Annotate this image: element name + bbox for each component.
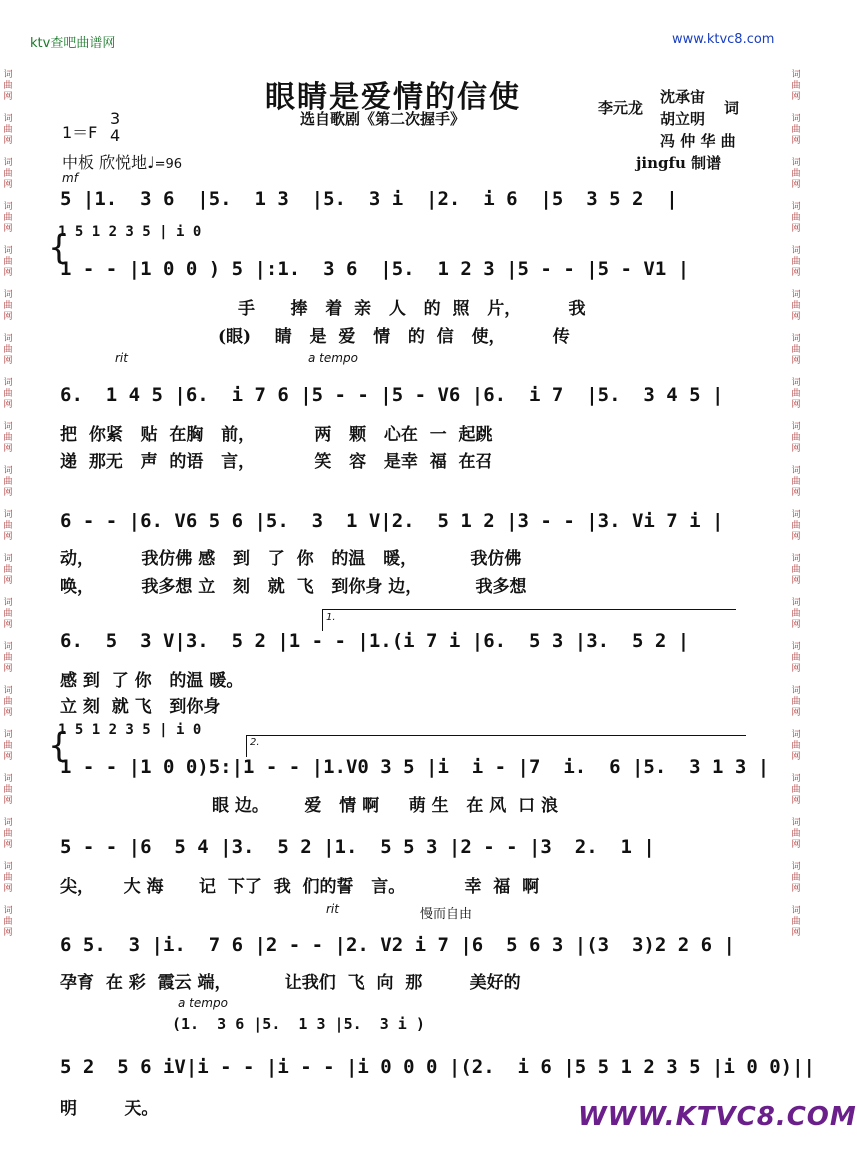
brace-icon: { bbox=[48, 228, 70, 268]
lyricist-name-b2: 胡立明 bbox=[660, 110, 706, 128]
lyric-row-9-line1: 明 天。 bbox=[60, 1099, 159, 1119]
arranger-credit: jingfu 制谱 bbox=[636, 154, 722, 172]
second-ending-label: 2. bbox=[250, 737, 260, 748]
lyric-row-4-line1: 动， 我仿佛 感 到 了 你 的温 暖， 我仿佛 bbox=[60, 549, 522, 569]
key-signature: 1＝F bbox=[62, 123, 98, 142]
notation-row-8: 6 5. 3 |i. 7 6 |2 - - |2. V2 i 7 |6 5 6 3 |(3 3)2 2 6 | bbox=[60, 934, 735, 956]
watermark-logo: WWW.KTVC8.COM bbox=[578, 1102, 857, 1132]
notation-row-2-top: 1 5 1 2 3 5 | i 0 bbox=[58, 224, 202, 240]
lyric-credit-label: 词 bbox=[724, 99, 740, 117]
song-title: 眼睛是爱情的信使 bbox=[265, 80, 521, 115]
notation-row-2: 1 - - |1 0 0 ) 5 |:1. 3 6 |5. 1 2 3 |5 - - |5 - V1 | bbox=[60, 258, 690, 280]
rit-marking-1: rit bbox=[115, 351, 128, 365]
time-signature bbox=[110, 110, 120, 144]
side-watermark-right: 词曲网 词曲网 词曲网 词曲网 词曲网 词曲网 词曲网 词曲网 词曲网 词曲网 词曲网 词曲网 词曲网 词曲网 词曲网 词曲网 词曲网 词曲网 词曲网 词曲网 bbox=[791, 70, 801, 938]
lyricist-name-b1: 沈承宙 bbox=[660, 88, 706, 106]
freely-slower-marking: 慢而自由 bbox=[420, 907, 473, 922]
composer-credit: 冯 仲 华 曲 bbox=[660, 132, 736, 150]
notation-row-7: 5 - - |6 5 4 |3. 5 2 |1. 5 5 3 |2 - - |3 2. 1 | bbox=[60, 836, 655, 858]
lyric-row-3-line1: 把 你紧 贴 在胸 前， 两 颗 心在 一 起跳 bbox=[60, 425, 493, 445]
lyric-row-3-line2: 递 那无 声 的语 言， 笑 容 是幸 福 在召 bbox=[60, 452, 493, 472]
notation-row-5: 6. 5 3 V|3. 5 2 |1 - - |1.(i 7 i |6. 5 3 |3. 5 2 | bbox=[60, 630, 690, 652]
site-url-right[interactable]: www.ktvc8.com bbox=[672, 32, 775, 47]
lyric-row-5-line1: 感 到 了 你 的温 暖。 bbox=[60, 671, 244, 691]
notation-row-9-top: (1. 3 6 |5. 1 3 |5. 3 i ) bbox=[172, 1015, 425, 1033]
side-watermark-left: 词曲网 词曲网 词曲网 词曲网 词曲网 词曲网 词曲网 词曲网 词曲网 词曲网 词曲网 词曲网 词曲网 词曲网 词曲网 词曲网 词曲网 词曲网 词曲网 词曲网 bbox=[3, 70, 13, 938]
quarter-note-icon: ♩ bbox=[147, 153, 155, 172]
lyric-row-4-line2: 唤， 我多想 立 刻 就 飞 到你身 边， 我多想 bbox=[60, 577, 527, 597]
lyric-row-6-line1: 眼 边。 爱 情 啊 萌 生 在 风 口 浪 bbox=[212, 796, 559, 816]
brace-icon-2: { bbox=[48, 726, 70, 766]
notation-row-9: 5 2 5 6 iV|i - - |i - - |i 0 0 0 |(2. i 6 |5 5 1 2 3 5 |i 0 0)|| bbox=[60, 1056, 815, 1078]
time-signature-bottom: 4 bbox=[110, 126, 121, 145]
second-ending-bracket bbox=[246, 735, 746, 736]
lyric-row-7-line1: 尖， 大 海 记 下了 我 们的誓 言。 幸 福 啊 bbox=[60, 877, 540, 897]
a-tempo-marking-2: a tempo bbox=[178, 996, 228, 1010]
first-ending-bracket bbox=[322, 609, 736, 610]
time-signature-top: 3 bbox=[110, 109, 121, 128]
lyric-row-2-line2: (眼) 睛 是 爱 情 的 信 使， 传 bbox=[218, 327, 570, 347]
notation-row-6: 1 - - |1 0 0)5:|1 - - |1.V0 3 5 |i i - |7 i. 6 |5. 3 1 3 | bbox=[60, 756, 770, 778]
rit-marking-2: rit bbox=[326, 902, 339, 916]
first-ending-bracket-left bbox=[322, 609, 323, 631]
first-ending-label: 1. bbox=[326, 612, 336, 623]
lyricist-name-a: 李元龙 bbox=[598, 99, 644, 117]
notation-row-6-top: 1 5 1 2 3 5 | i 0 bbox=[58, 722, 202, 738]
notation-row-4: 6 - - |6. V6 5 6 |5. 3 1 V|2. 5 1 2 |3 - - |3. Vi 7 i | bbox=[60, 510, 724, 532]
lyric-row-5-line2: 立 刻 就 飞 到你身 bbox=[60, 697, 221, 717]
lyric-row-8-line1: 孕育 在 彩 霞云 端， 让我们 飞 向 那 美好的 bbox=[60, 973, 521, 993]
a-tempo-marking-1: a tempo bbox=[308, 351, 358, 365]
song-subtitle: 选自歌剧《第二次握手》 bbox=[300, 110, 466, 128]
site-name-left[interactable]: ktv查吧曲谱网 bbox=[30, 36, 116, 51]
notation-row-1: 5 |1. 3 6 |5. 1 3 |5. 3 i |2. i 6 |5 3 5 2 | bbox=[60, 188, 678, 210]
lyric-row-2-line1: 手 捧 着 亲 人 的 照 片， 我 bbox=[238, 299, 586, 319]
tempo-marking: 中板 欣悦地♩=96 bbox=[62, 153, 183, 172]
notation-row-3: 6. 1 4 5 |6. i 7 6 |5 - - |5 - V6 |6. i 7 |5. 3 4 5 | bbox=[60, 384, 724, 406]
dynamic-marking: mf bbox=[62, 171, 78, 185]
second-ending-bracket-left bbox=[246, 735, 247, 757]
